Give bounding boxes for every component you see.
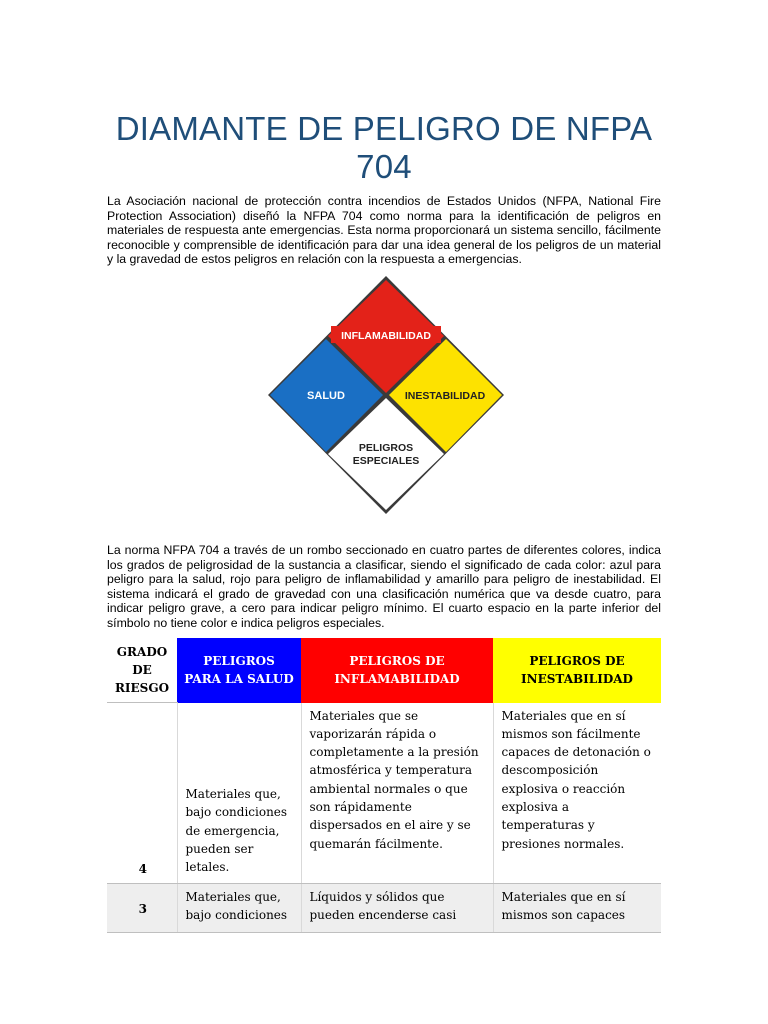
- intro-paragraph: La Asociación nacional de protección contra incendios de Estados Unidos (NFPA, National Fire Protection Association) diseñó la NFPA 704 como norma para la identificación de peligros en materiales de respuesta ante emergencias. Esta norma proporcionará un sistema sencillo, fácilmente reconocible y comprensible de identificación para dar una idea general de los peligros de un material y la gravedad de estos peligros en relación con la respuesta a emergencias.: [107, 194, 661, 267]
- cell-inestabilidad-text: Materiales que en sí mismos son capaces: [501, 889, 626, 922]
- cell-salud: [177, 883, 301, 932]
- cell-inflamabilidad: [301, 883, 493, 932]
- cell-grado: 3: [107, 883, 177, 932]
- description-paragraph: La norma NFPA 704 a través de un rombo seccionado en cuatro partes de diferentes colores, indica los grados de peligrosidad de la sustancia a clasificar, siendo el significado de cada color: azul para peligro para la salud, rojo para peligro de inflamabilidad y amarillo para peligro de inestabilidad. El sistema indicará el grado de gravedad con una clasificación numérica que va desde cuatro, para indicar peligro grave, a cero para indicar peligro mínimo. El cuarto espacio en la parte inferior del símbolo no tiene color e indica peligros especiales.: [107, 543, 661, 630]
- cell-inestabilidad: Materiales que en sí mismos son fácilmente capaces de detonación o descomposición explosiva o reacción explosiva a temperaturas y presiones normales.: [493, 703, 661, 884]
- header-salud: PELIGROS PARA LA SALUD: [177, 638, 301, 703]
- diamond-label-instability: INESTABILIDAD: [404, 390, 486, 402]
- diamond-label-flammability: INFLAMABILIDAD: [341, 330, 431, 342]
- diamond-label-special-1: PELIGROS: [358, 442, 414, 454]
- cell-inflamabilidad-text: Líquidos y sólidos que pueden encenderse casi: [309, 889, 457, 922]
- risk-table: [107, 638, 661, 933]
- cell-inflamabilidad: Materiales que se vaporizarán rápida o completamente a la presión atmosférica y temperatura ambiental normales o que son rápidamente dispersados en el aire y se quemarán fácilmente.: [301, 703, 493, 884]
- cell-salud: Materiales que, bajo condiciones de emergencia, pueden ser letales.: [177, 703, 301, 884]
- cell-salud-text: Materiales que, bajo condiciones: [185, 889, 288, 922]
- table-row: [107, 703, 661, 884]
- header-inestabilidad: PELIGROS DE INESTABILIDAD: [493, 638, 661, 703]
- nfpa-diamond: [266, 274, 506, 516]
- table-row: [107, 883, 661, 932]
- header-grado: GRADO DE RIESGO: [107, 638, 177, 703]
- diamond-label-health: SALUD: [307, 390, 345, 402]
- diamond-label-special-2: ESPECIALES: [352, 455, 420, 467]
- table-header-row: [107, 638, 661, 703]
- header-inflamabilidad: PELIGROS DE INFLAMABILIDAD: [301, 638, 493, 703]
- cell-inestabilidad: [493, 883, 661, 932]
- cell-grado: 4: [107, 703, 177, 884]
- page-title: DIAMANTE DE PELIGRO DE NFPA 704: [115, 110, 653, 185]
